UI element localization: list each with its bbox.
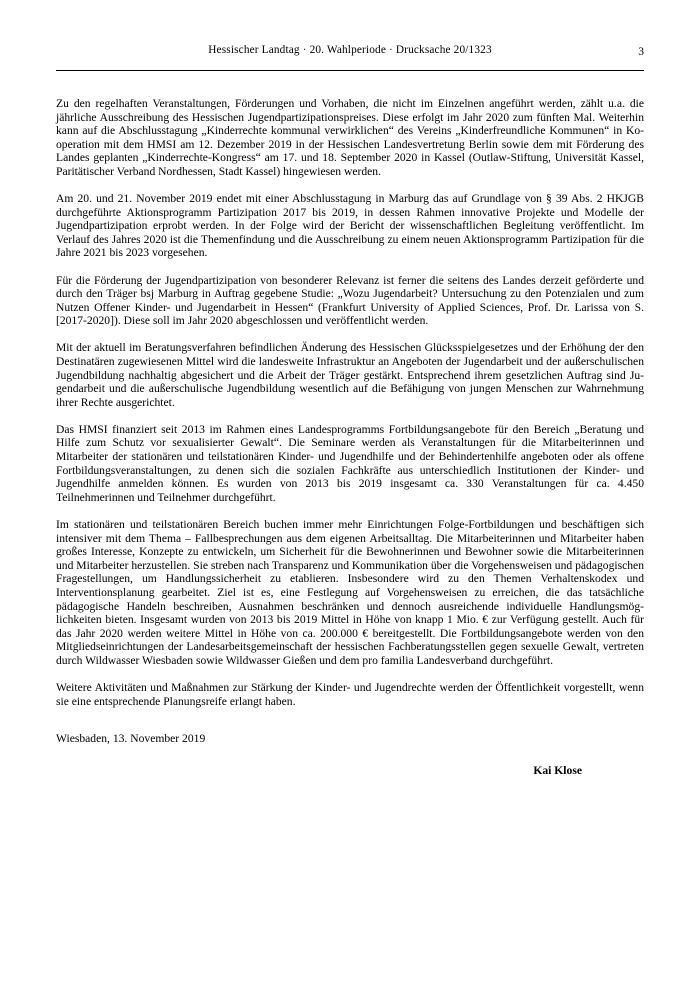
signature-block	[56, 732, 644, 777]
document-reference: Hessischer Landtag · 20. Wahlperiode · Drucksache 20/1323	[208, 44, 492, 56]
body-paragraph: Zu den regelhaften Veranstaltungen, Förderungen und Vorhaben, die nicht im Einzelnen angeführt werden, zählt u.a. die jährliche Ausschreibung des Hessischen Jugendpartizipationspreises. Diese erfolgt im Jahr 2020 zum fünften Mal. Weiterhin kann auf die Abschlusstagung „Kinderrechte kommunal verwirklichen“ des Vereins „Kinderfreundliche Kommunen“ in Kooperation mit dem HMSI am 12. Dezember 2019 in der Hessischen Landesvertretung Berlin sowie dem mit Förderung des Landes geplanten „Kinderrechte-Kongress“ am 17. und 18. September 2020 in Kassel (Outlaw-Stiftung, Universität Kassel, Paritätischer Verband Nordhessen, Stadt Kassel) hingewiesen werden.	[56, 97, 644, 178]
body-paragraph: Im stationären und teilstationären Bereich buchen immer mehr Einrichtungen Folge-Fortbildungen und beschäftigen sich intensiver mit dem Thema – Fallbesprechungen aus dem eigenen Arbeitsalltag. Die Mitarbeiterinnen und Mitarbeiter haben großes Interesse, Konzepte zu entwickeln, um Sicherheit für die Bewohnerinnen und Bewohner sowie die Mitarbeiterinnen und Mitarbeiter herzustellen. Sie streben nach Transparenz und Kommunikation über die Vorgehensweisen und pädagogischen Fragestellungen, um Handlungssicherheit zu etablieren. Insbesondere wird zu den Themen Verhaltenskodex und Interventionsplanung gearbeitet. Ziel ist es, eine Festlegung auf Vorgehensweisen zu erreichen, die das tatsächliche pädagogische Handeln beschreiben, Ausnahmen beschränken und dennoch ausreichende individuelle Handlungsmöglichkeiten bieten. Insgesamt wurden von 2013 bis 2019 Mittel in Höhe von knapp 1 Mio. € zur Verfügung gestellt. Auch für das Jahr 2020 werden weitere Mittel in Höhe von ca. 200.000 € bereitgestellt. Die Fortbildungsangebote werden von den Mitgliedseinrichtungen der Landesarbeitsgemeinschaft der hessischen Fachberatungsstellen gegen sexuelle Gewalt, vertreten durch Wildwasser Wiesbaden sowie Wildwasser Gießen und dem pro familia Landesverband durchgeführt.	[56, 517, 644, 667]
body-paragraph: Mit der aktuell im Beratungsverfahren befindlichen Änderung des Hessischen Glücksspielgesetzes und der Erhöhung der den Destinatären zugewiesenen Mittel wird die landesweite Infrastruktur an Angeboten der Jugendarbeit und der außerschulischen Jugendbildung nachhaltig abgesichert und die Arbeit der Träger gestärkt. Entsprechend ihrem gesetzlichen Auftrag sind Jugendarbeit und die außerschulische Jugendbildung wesentlich auf die Befähigung von jungen Menschen zur Wahrnehmung ihrer Rechte ausgerichtet.	[56, 341, 644, 409]
page-number: 3	[638, 46, 644, 58]
header-divider	[56, 70, 644, 71]
document-body	[56, 97, 644, 777]
signer-name: Kai Klose	[533, 763, 582, 777]
page-header-inner	[56, 40, 644, 58]
place-and-date: Wiesbaden, 13. November 2019	[56, 732, 206, 746]
page-header	[0, 40, 700, 58]
body-paragraph: Weitere Aktivitäten und Maßnahmen zur Stärkung der Kinder- und Jugendrechte werden der Öffentlichkeit vorgestellt, wenn sie eine entsprechende Planungsreife erlangt haben.	[56, 680, 644, 708]
body-paragraph: Am 20. und 21. November 2019 endet mit einer Abschlusstagung in Marburg das auf Grundlage von § 39 Abs. 2 HKJGB durchgeführte Aktionsprogramm Partizipation 2017 bis 2019, in dessen Rahmen innovative Projekte und Modelle der Jugendpartizipation erprobt werden. In der Folge wird der Bericht der wissenschaftlichen Begleitung veröffentlicht. Im Verlauf des Jahres 2020 ist die Themenfindung und die Ausschreibung zu einem neuen Aktionsprogramm Partizipation für die Jahre 2021 bis 2023 vorgesehen.	[56, 192, 644, 260]
body-paragraph: Das HMSI finanziert seit 2013 im Rahmen eines Landesprogramms Fortbildungsangebote für den Bereich „Beratung und Hilfe zum Schutz vor sexualisierter Gewalt“. Die Seminare werden als Veranstaltungen für die Mitarbeiterinnen und Mitarbeiter der stationären und teilstationären Kinder- und Jugendhilfe und der Behindertenhilfe angeboten oder als offene Fortbildungsveranstaltungen, zu denen sich die sozialen Fachkräfte aus unterschiedlich Institutionen der Kinder- und Jugendhilfe anmelden können. Es wurden von 2013 bis 2019 insgesamt ca. 330 Veranstaltungen für ca. 4.450 Teilnehmerinnen und Teilnehmer durchgeführt.	[56, 422, 644, 504]
body-paragraph: Für die Förderung der Jugendpartizipation von besonderer Relevanz ist ferner die seitens des Landes derzeit geförderte und durch den Träger bsj Marburg in Auftrag gegebene Studie: „Wozu Jugendarbeit? Untersuchung zu den Potenzialen und zum Nutzen Offener Kinder- und Jugendarbeit in Hessen“ (Frankfurt University of Applied Sciences, Prof. Dr. Larissa von S. [2017-2020]). Diese soll im Jahr 2020 abgeschlossen und veröffentlicht werden.	[56, 273, 644, 328]
